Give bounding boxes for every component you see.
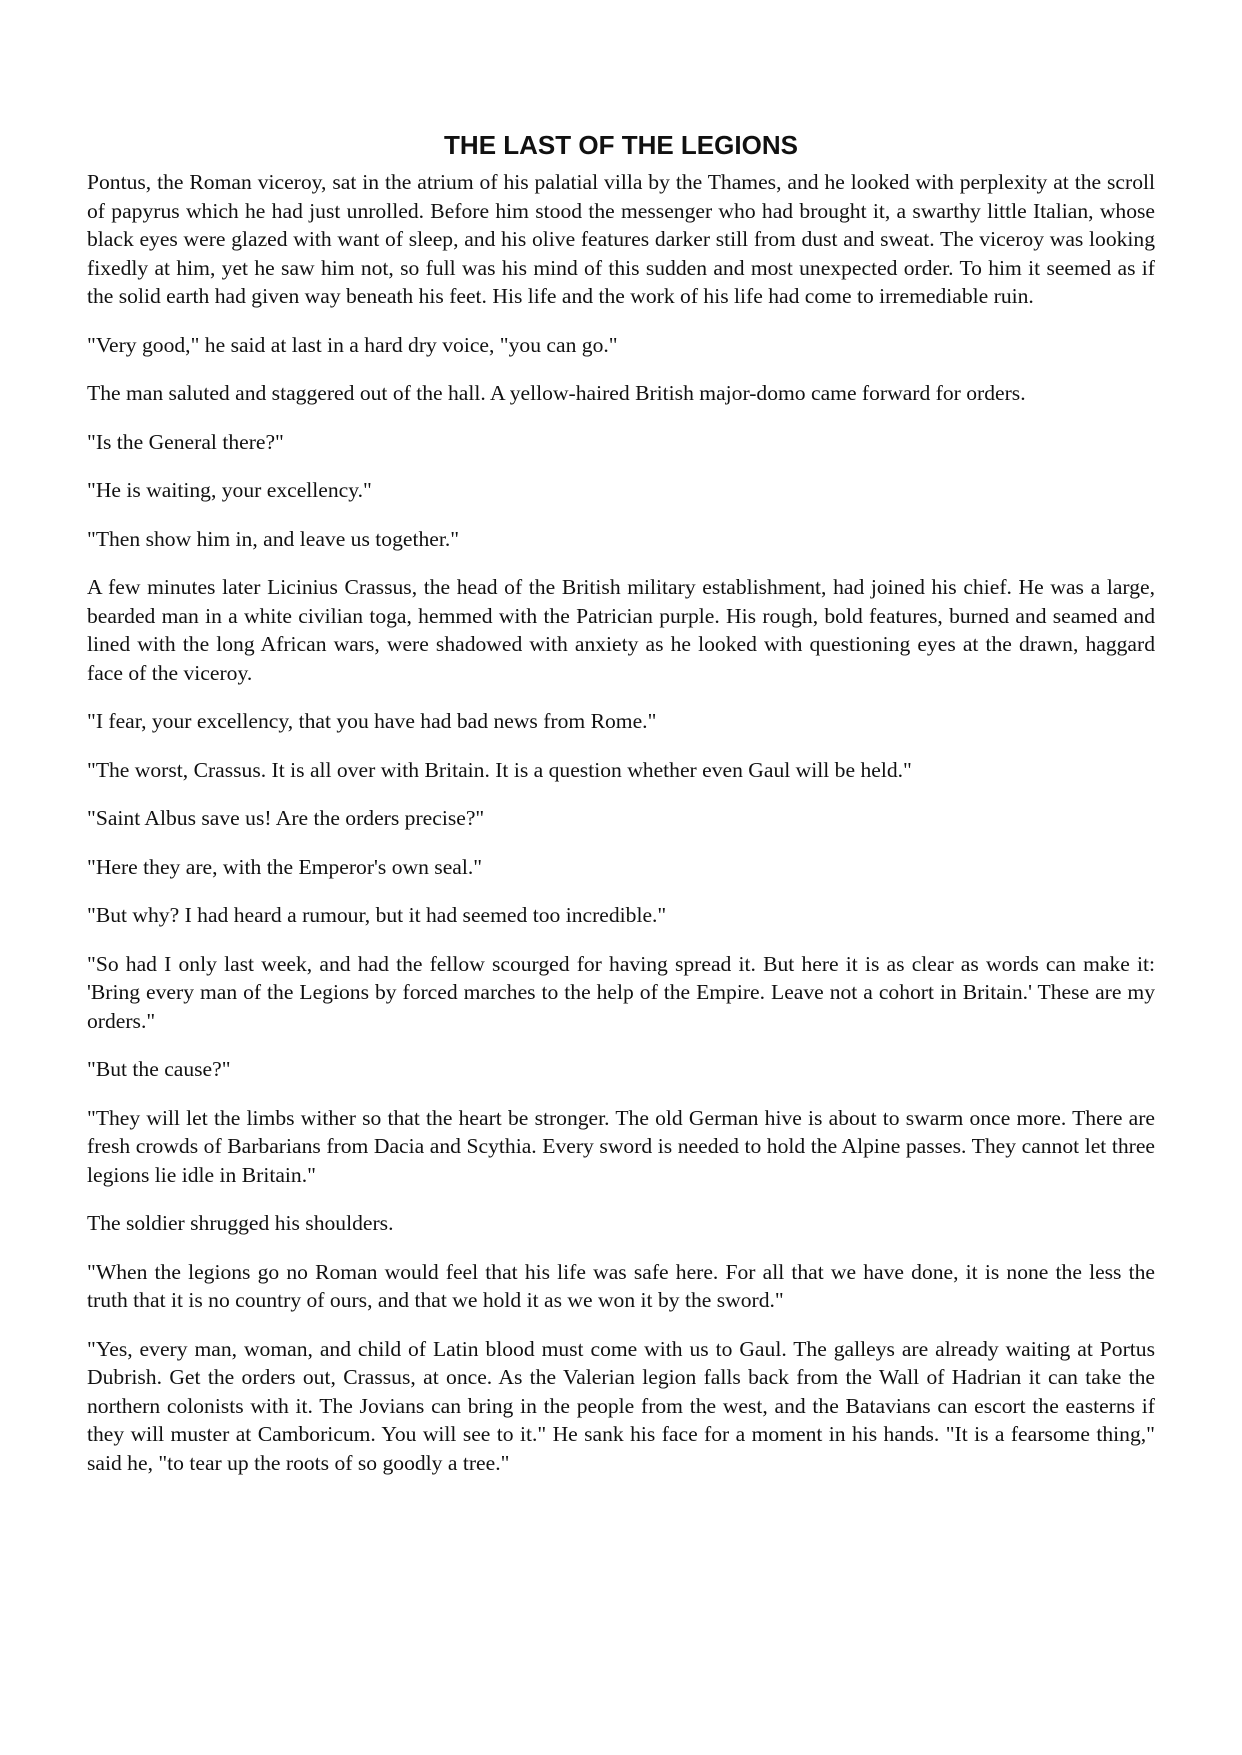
paragraph: "He is waiting, your excellency.": [87, 478, 372, 502]
paragraph: "When the legions go no Roman would feel that his life was safe here. For all that we have done, it is none the less the truth that it is no country of ours, and that we hold it as we won it by the sword.": [87, 1259, 1155, 1312]
paragraph: "They will let the limbs wither so that the heart be stronger. The old German hive is about to swarm once more. There are fresh crowds of Barbarians from Dacia and Scythia. Every sword is needed to hold the Alpine passes. They cannot let three legions lie idle in Britain.": [87, 1105, 1155, 1187]
document-title: THE LAST OF THE LEGIONS: [444, 130, 798, 160]
document-page: [87, 128, 1155, 1497]
paragraph: Pontus, the Roman viceroy, sat in the atrium of his palatial villa by the Thames, and he looked with perplexity at the scroll of papyrus which he had just unrolled. Before him stood the messenger who had brought it, a swarthy little Italian, whose black eyes were glazed with want of sleep, and his olive features darker still from dust and sweat. The viceroy was looking fixedly at him, yet he saw him not, so full was his mind of this sudden and most unexpected order. To him it seemed as if the solid earth had given way beneath his feet. His life and the work of his life had come to irremediable ruin.: [87, 170, 1155, 308]
paragraph: The soldier shrugged his shoulders.: [87, 1211, 394, 1235]
paragraph: "Very good," he said at last in a hard dry voice, "you can go.": [87, 332, 618, 357]
paragraph: "But why? I had heard a rumour, but it had seemed too incredible.": [87, 903, 667, 927]
paragraph: "Here they are, with the Emperor's own seal.": [87, 854, 483, 879]
paragraph: A few minutes later Licinius Crassus, the head of the British military establishment, had joined his chief. He was a large, bearded man in a white civilian toga, hemmed with the Patrician purple. His rough, bold features, burned and seamed and lined with the long African wars, were shadowed with anxiety as he looked with questioning eyes at the drawn, haggard face of the viceroy.: [87, 575, 1155, 685]
paragraph: "Saint Albus save us! Are the orders precise?": [87, 806, 485, 830]
paragraph: "Yes, every man, woman, and child of Latin blood must come with us to Gaul. The galleys are already waiting at Portus Dubrish. Get the orders out, Crassus, at once. As the Valerian legion falls back from the Wall of Hadrian it can take the northern colonists with it. The Jovians can bring in the people from the west, and the Batavians can escort the easterns if they will muster at Camboricum. You will see to it." He sank his face for a moment in his hands. "It is a fearsome thing," said he, "to tear up the roots of so goodly a tree.": [87, 1336, 1155, 1475]
paragraph: "Is the General there?": [87, 429, 284, 454]
paragraph: "I fear, your excellency, that you have had bad news from Rome.": [87, 709, 657, 733]
paragraph: "But the cause?": [87, 1057, 231, 1081]
paragraph: "So had I only last week, and had the fellow scourged for having spread it. But here it is as clear as words can make it: 'Bring every man of the Legions by forced marches to the help of the Empire. Leave not a cohort in Britain.' These are my orders.": [87, 951, 1155, 1033]
paragraph: The man saluted and staggered out of the hall. A yellow-haired British major-domo came forward for orders.: [87, 381, 1026, 405]
paragraph: "The worst, Crassus. It is all over with Britain. It is a question whether even Gaul will be held.": [87, 757, 912, 782]
paragraph: "Then show him in, and leave us together.": [87, 526, 460, 551]
